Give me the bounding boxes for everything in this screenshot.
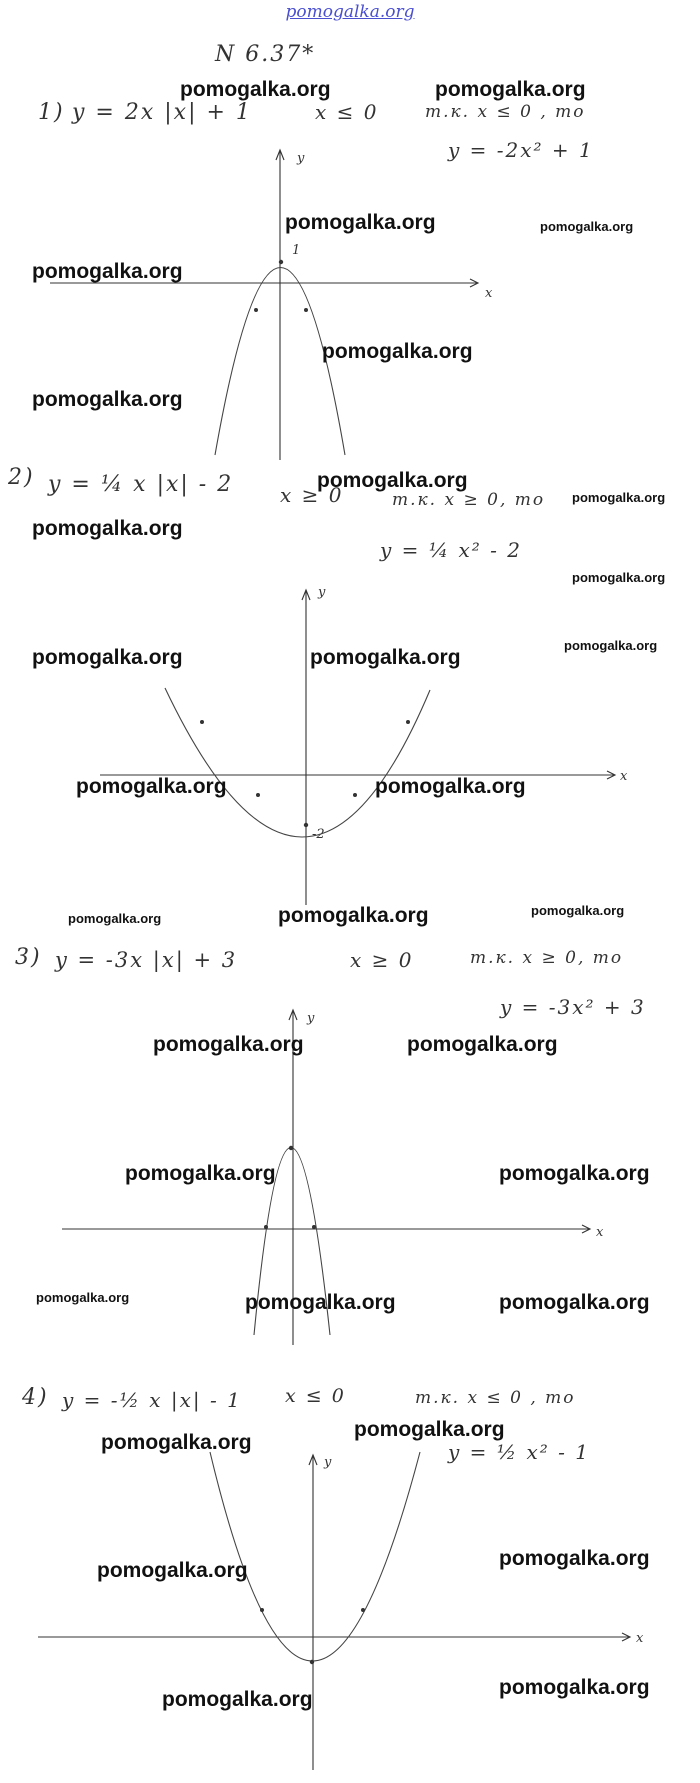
watermark: pomogalka.org — [101, 1431, 252, 1454]
graph-4-point-right — [361, 1608, 365, 1612]
part-1-note: т.к. x ≤ 0 , то — [425, 102, 586, 122]
graph-4-vertex-point — [310, 1660, 314, 1664]
watermark: pomogalka.org — [32, 517, 183, 540]
watermark: pomogalka.org — [68, 911, 162, 926]
graph-1-vertex-point — [279, 260, 283, 264]
watermark: pomogalka.org — [375, 775, 526, 798]
graph-2-point-left — [200, 720, 204, 724]
graph-2-parabola — [165, 688, 430, 837]
watermark: pomogalka.org — [435, 78, 586, 101]
watermark: pomogalka.org — [572, 490, 666, 505]
part-3-label: 3) — [15, 945, 42, 970]
watermark: pomogalka.org — [245, 1291, 396, 1314]
watermark: pomogalka.org — [125, 1162, 276, 1185]
watermark: pomogalka.org — [97, 1559, 248, 1582]
watermark: pomogalka.org — [564, 638, 658, 653]
watermark: pomogalka.org — [499, 1291, 650, 1314]
graph-4 — [38, 1452, 644, 1770]
graph-2-point-right — [406, 720, 410, 724]
graph-1-vertex-label: 1 — [292, 243, 301, 258]
graph-3-vertex-point — [289, 1146, 293, 1150]
watermark: pomogalka.org — [310, 646, 461, 669]
watermark: pomogalka.org — [32, 260, 183, 283]
watermark: pomogalka.org — [322, 340, 473, 363]
part-1-result: y = -2x² + 1 — [448, 138, 594, 162]
graph-2-point-left-low — [256, 793, 260, 797]
problem-number: N 6.37* — [215, 42, 316, 67]
part-4-condition: x ≤ 0 — [285, 1385, 346, 1407]
graph-2-point-right-low — [353, 793, 357, 797]
site-link[interactable]: pomogalka.org — [285, 2, 415, 22]
watermark: pomogalka.org — [162, 1688, 313, 1711]
watermark: pomogalka.org — [499, 1547, 650, 1570]
part-4-result: y = ½ x² - 1 — [448, 1440, 591, 1464]
part-3-result: y = -3x² + 3 — [500, 995, 646, 1019]
part-1-condition: x ≤ 0 — [315, 100, 379, 124]
watermark: pomogalka.org — [180, 78, 331, 101]
graph-1-point-right — [304, 308, 308, 312]
part-3-equation: y = -3x |x| + 3 — [55, 948, 238, 972]
graph-4-parabola — [210, 1452, 420, 1661]
graph-2-vertex-label: -2 — [312, 827, 325, 842]
graph-2-y-label: y — [318, 585, 326, 600]
part-3-note: т.к. x ≥ 0, то — [470, 948, 624, 968]
part-4-equation: y = -½ x |x| - 1 — [62, 1388, 242, 1412]
part-2-label: 2) — [8, 465, 35, 490]
watermark: pomogalka.org — [572, 570, 666, 585]
part-2-result: y = ¼ x² - 2 — [380, 538, 523, 562]
graph-3-root-left — [264, 1225, 268, 1229]
part-2-note: т.к. x ≥ 0, то — [392, 490, 546, 510]
watermark: pomogalka.org — [407, 1033, 558, 1056]
graph-1-point-left — [254, 308, 258, 312]
watermark: pomogalka.org — [354, 1418, 505, 1441]
graph-1-y-label: y — [297, 151, 305, 166]
graph-4-x-label: x — [636, 1631, 644, 1646]
watermark: pomogalka.org — [153, 1033, 304, 1056]
watermark: pomogalka.org — [76, 775, 227, 798]
part-1-label: 1) — [38, 100, 65, 125]
graph-3-x-label: x — [596, 1225, 604, 1240]
graph-2-vertex-point — [304, 823, 308, 827]
part-2-condition: x ≥ 0 — [280, 483, 344, 507]
part-2-equation: y = ¼ x |x| - 2 — [48, 472, 234, 497]
graph-4-y-label: y — [324, 1455, 332, 1470]
graph-3-y-label: y — [307, 1011, 315, 1026]
watermark: pomogalka.org — [278, 904, 429, 927]
watermark: pomogalka.org — [32, 646, 183, 669]
part-4-label: 4) — [22, 1385, 49, 1410]
watermark: pomogalka.org — [499, 1162, 650, 1185]
graph-1-x-label: x — [485, 286, 493, 301]
watermark: pomogalka.org — [540, 219, 634, 234]
watermark: pomogalka.org — [36, 1290, 130, 1305]
watermark: pomogalka.org — [499, 1676, 650, 1699]
watermark: pomogalka.org — [317, 469, 468, 492]
part-3-condition: x ≥ 0 — [350, 948, 414, 972]
watermark: pomogalka.org — [531, 903, 625, 918]
graph-1 — [50, 150, 493, 460]
watermark: pomogalka.org — [32, 388, 183, 411]
graph-3-root-right — [312, 1225, 316, 1229]
watermark: pomogalka.org — [285, 211, 436, 234]
part-1-equation: y = 2x |x| + 1 — [72, 100, 252, 125]
part-4-note: т.к. x ≤ 0 , то — [415, 1388, 576, 1408]
graph-4-point-left — [260, 1608, 264, 1612]
graph-2-x-label: x — [620, 769, 628, 784]
graph-2 — [100, 585, 628, 905]
